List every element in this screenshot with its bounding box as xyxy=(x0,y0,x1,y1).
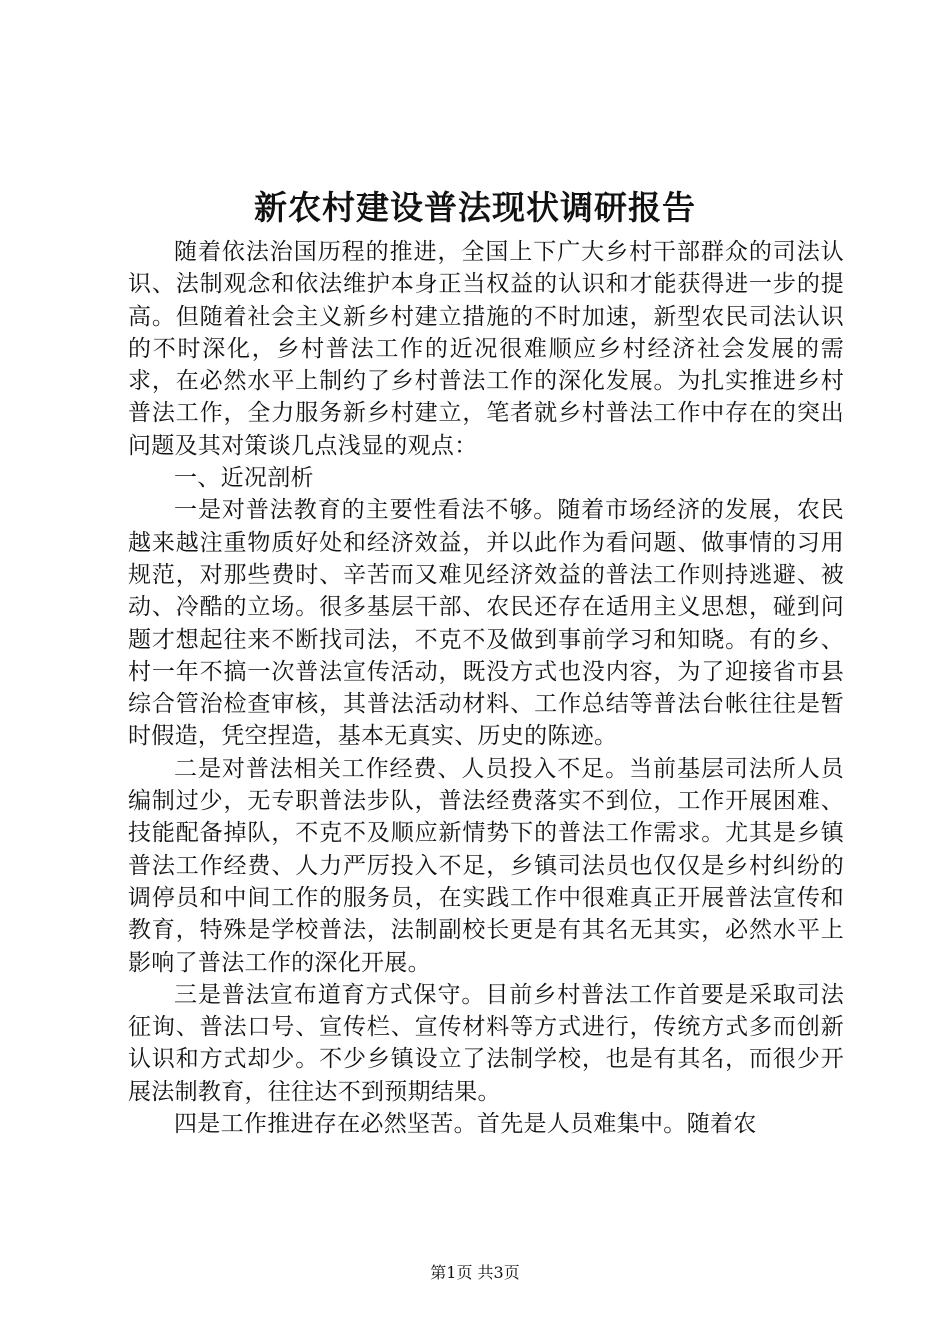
section-heading: 一、近况剖析 xyxy=(174,465,314,492)
document-body xyxy=(128,236,844,1140)
page-footer: 第1页 共3页 xyxy=(430,1263,520,1282)
paragraph-point-one: 一是对普法教育的主要性看法不够。随着市场经济的发展，农民越来越注重物质好处和经济效益，并以此作为看问题、做事情的习用规范，对那些费时、辛苦而又难见经济效益的普法工作则持逃避、被动、冷酷的立场。很多基层干部、农民还存在适用主义思想，碰到问题才想起往来不断找司法，不克不及做到事前学习和知晓。有的乡、村一年不搞一次普法宣传活动，既没方式也没内容，为了迎接省市县综合管治检查审核，其普法活动材料、工作总结等普法台帐往往是暂时假造，凭空捏造，基本无真实、历史的陈迹。 xyxy=(128,497,844,750)
paragraph-point-two: 二是对普法相关工作经费、人员投入不足。当前基层司法所人员编制过少，无专职普法步队，普法经费落实不到位，工作开展困难、技能配备掉队，不克不及顺应新情势下的普法工作需求。尤其是乡镇普法工作经费、人力严厉投入不足，乡镇司法员也仅仅是乡村纠纷的调停员和中间工作的服务员，在实践工作中很难真正开展普法宣传和教育，特殊是学校普法，法制副校长更是有其名无其实，必然水平上影响了普法工作的深化开展。 xyxy=(128,755,844,976)
paragraph-point-three: 三是普法宣布道育方式保守。目前乡村普法工作首要是采取司法征询、普法口号、宣传栏、宣传材料等方式进行，传统方式多而创新认识和方式却少。不少乡镇设立了法制学校，也是有其名，而很少开展法制教育，往往达不到预期结果。 xyxy=(128,981,844,1105)
paragraph-intro: 随着依法治国历程的推进，全国上下广大乡村干部群众的司法认识、法制观念和依法维护本身正当权益的认识和才能获得进一步的提高。但随着社会主义新乡村建立措施的不时加速，新型农民司法认识的不时深化，乡村普法工作的近况很难顺应乡村经济社会发展的需求，在必然水平上制约了乡村普法工作的深化发展。为扎实推进乡村普法工作，全力服务新乡村建立，笔者就乡村普法工作中存在的突出问题及其对策谈几点浅显的观点： xyxy=(128,239,844,459)
paragraph-point-four: 四是工作推进存在必然坚苦。首先是人员难集中。随着农 xyxy=(174,1111,757,1138)
document-title: 新农村建设普法现状调研报告 xyxy=(254,188,696,227)
